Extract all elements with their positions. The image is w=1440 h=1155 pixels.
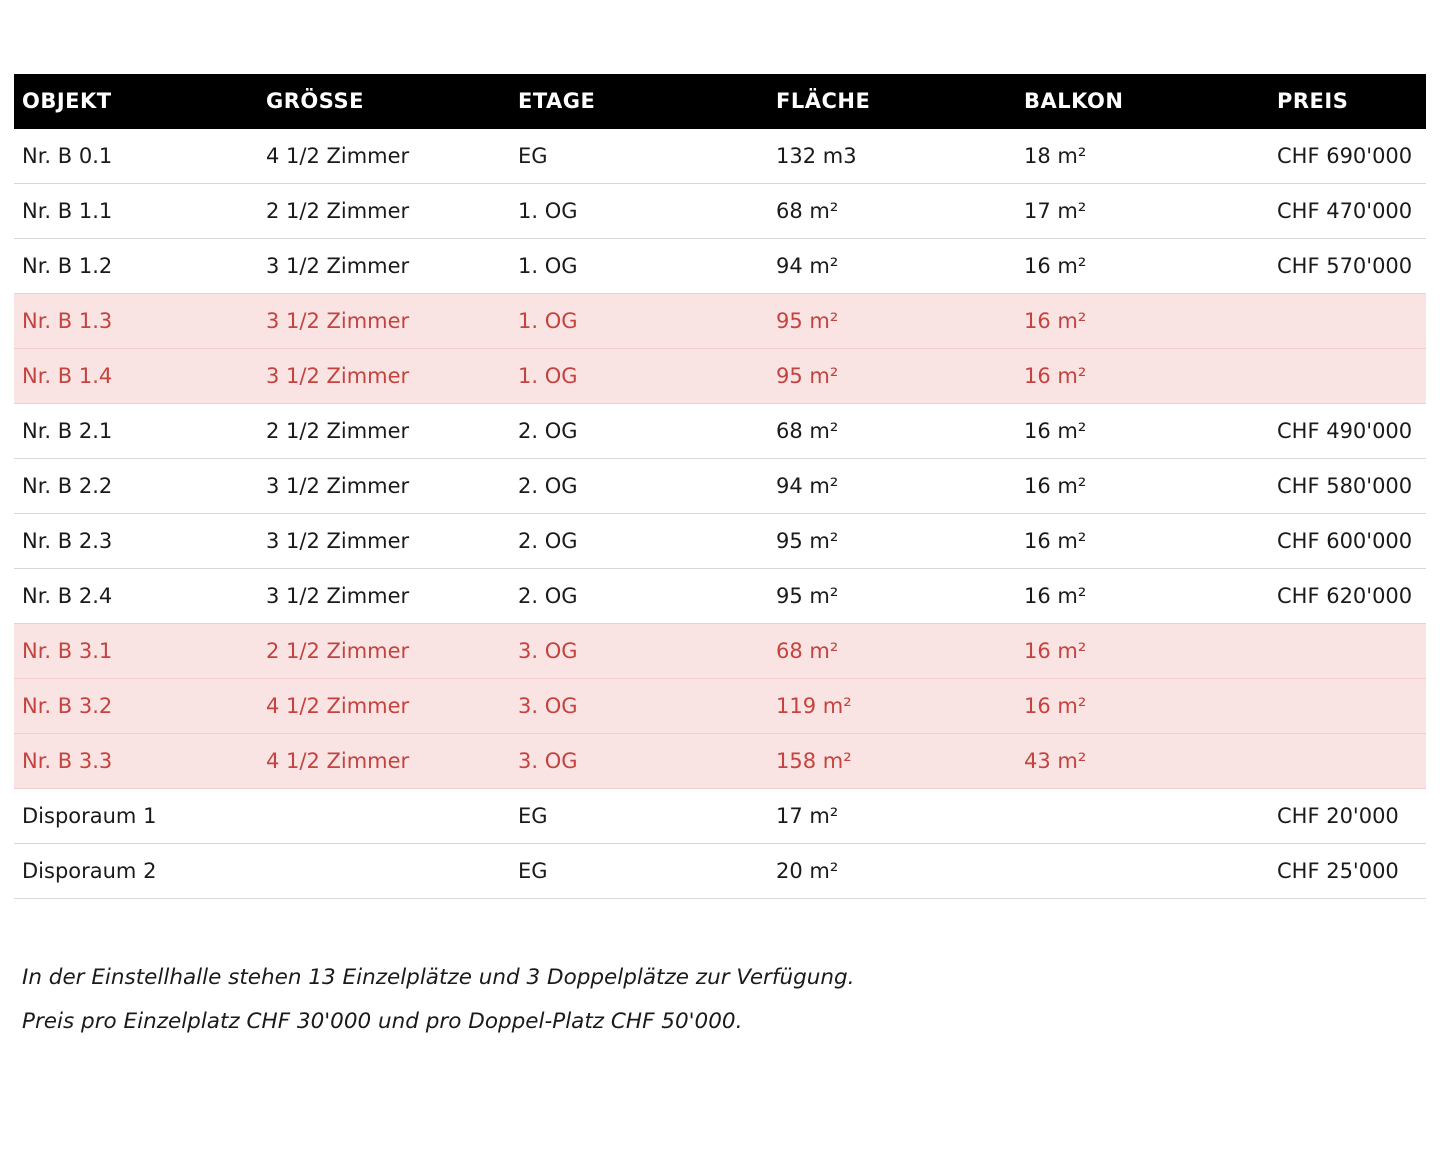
cell-objekt: Nr. B 1.4 xyxy=(14,349,266,404)
cell-flaeche: 158 m² xyxy=(776,734,1024,789)
cell-objekt: Nr. B 2.3 xyxy=(14,514,266,569)
table-row xyxy=(14,184,1426,239)
table-row xyxy=(14,844,1426,899)
cell-objekt: Nr. B 2.4 xyxy=(14,569,266,624)
cell-groesse xyxy=(266,789,518,844)
column-header-preis: PREIS xyxy=(1277,74,1426,129)
price-list-page xyxy=(0,74,1440,1155)
cell-balkon xyxy=(1024,789,1277,844)
table-row xyxy=(14,734,1426,789)
cell-etage: 1. OG xyxy=(518,294,776,349)
cell-groesse: 3 1/2 Zimmer xyxy=(266,514,518,569)
column-header-groesse: GRÖSSE xyxy=(266,74,518,129)
cell-balkon: 16 m² xyxy=(1024,404,1277,459)
cell-objekt: Nr. B 3.2 xyxy=(14,679,266,734)
cell-groesse: 4 1/2 Zimmer xyxy=(266,679,518,734)
cell-groesse: 4 1/2 Zimmer xyxy=(266,734,518,789)
table-row xyxy=(14,459,1426,514)
cell-balkon: 16 m² xyxy=(1024,349,1277,404)
cell-etage: 2. OG xyxy=(518,514,776,569)
table-row xyxy=(14,679,1426,734)
cell-flaeche: 132 m3 xyxy=(776,129,1024,184)
cell-preis: CHF 470'000 xyxy=(1277,184,1426,239)
table-row xyxy=(14,789,1426,844)
table-row xyxy=(14,294,1426,349)
cell-preis: CHF 570'000 xyxy=(1277,239,1426,294)
cell-objekt: Nr. B 3.3 xyxy=(14,734,266,789)
cell-preis: CHF 490'000 xyxy=(1277,404,1426,459)
cell-preis: CHF 620'000 xyxy=(1277,569,1426,624)
table-header xyxy=(14,74,1426,129)
table-row xyxy=(14,514,1426,569)
table-row xyxy=(14,624,1426,679)
cell-flaeche: 68 m² xyxy=(776,404,1024,459)
cell-flaeche: 17 m² xyxy=(776,789,1024,844)
table-row xyxy=(14,239,1426,294)
cell-etage: EG xyxy=(518,844,776,899)
cell-flaeche: 95 m² xyxy=(776,294,1024,349)
cell-flaeche: 95 m² xyxy=(776,569,1024,624)
cell-groesse: 4 1/2 Zimmer xyxy=(266,129,518,184)
cell-balkon xyxy=(1024,844,1277,899)
cell-balkon: 16 m² xyxy=(1024,459,1277,514)
cell-groesse: 2 1/2 Zimmer xyxy=(266,184,518,239)
cell-balkon: 16 m² xyxy=(1024,679,1277,734)
cell-balkon: 16 m² xyxy=(1024,239,1277,294)
column-header-balkon: BALKON xyxy=(1024,74,1277,129)
table-row xyxy=(14,569,1426,624)
cell-objekt: Nr. B 1.2 xyxy=(14,239,266,294)
table-row xyxy=(14,349,1426,404)
cell-balkon: 16 m² xyxy=(1024,294,1277,349)
cell-balkon: 16 m² xyxy=(1024,569,1277,624)
cell-etage: EG xyxy=(518,129,776,184)
cell-flaeche: 95 m² xyxy=(776,514,1024,569)
table-row xyxy=(14,404,1426,459)
cell-preis: CHF 600'000 xyxy=(1277,514,1426,569)
cell-groesse: 3 1/2 Zimmer xyxy=(266,569,518,624)
cell-etage: 3. OG xyxy=(518,624,776,679)
cell-groesse: 3 1/2 Zimmer xyxy=(266,349,518,404)
cell-objekt: Nr. B 1.3 xyxy=(14,294,266,349)
cell-groesse: 3 1/2 Zimmer xyxy=(266,294,518,349)
cell-preis xyxy=(1277,679,1426,734)
cell-balkon: 16 m² xyxy=(1024,514,1277,569)
cell-etage: 2. OG xyxy=(518,569,776,624)
notes-section xyxy=(14,965,1426,1035)
column-header-etage: ETAGE xyxy=(518,74,776,129)
cell-groesse: 3 1/2 Zimmer xyxy=(266,239,518,294)
table-header-row xyxy=(14,74,1426,129)
cell-etage: 3. OG xyxy=(518,679,776,734)
cell-preis: CHF 20'000 xyxy=(1277,789,1426,844)
cell-preis xyxy=(1277,349,1426,404)
cell-flaeche: 68 m² xyxy=(776,624,1024,679)
cell-etage: 2. OG xyxy=(518,404,776,459)
cell-groesse: 2 1/2 Zimmer xyxy=(266,404,518,459)
cell-objekt: Nr. B 3.1 xyxy=(14,624,266,679)
cell-objekt: Nr. B 0.1 xyxy=(14,129,266,184)
cell-preis: CHF 580'000 xyxy=(1277,459,1426,514)
cell-objekt: Nr. B 2.1 xyxy=(14,404,266,459)
cell-etage: 3. OG xyxy=(518,734,776,789)
cell-flaeche: 95 m² xyxy=(776,349,1024,404)
cell-groesse xyxy=(266,844,518,899)
cell-balkon: 17 m² xyxy=(1024,184,1277,239)
cell-preis: CHF 690'000 xyxy=(1277,129,1426,184)
cell-preis xyxy=(1277,624,1426,679)
column-header-objekt: OBJEKT xyxy=(14,74,266,129)
table-row xyxy=(14,129,1426,184)
cell-etage: 1. OG xyxy=(518,349,776,404)
cell-flaeche: 119 m² xyxy=(776,679,1024,734)
cell-preis: CHF 25'000 xyxy=(1277,844,1426,899)
cell-objekt: Nr. B 2.2 xyxy=(14,459,266,514)
cell-groesse: 2 1/2 Zimmer xyxy=(266,624,518,679)
note-parking-availability: In der Einstellhalle stehen 13 Einzelplätze und 3 Doppelplätze zur Verfügung. xyxy=(22,965,855,990)
unit-price-table xyxy=(14,74,1426,899)
note-parking-price: Preis pro Einzelplatz CHF 30'000 und pro Doppel-Platz CHF 50'000. xyxy=(22,1008,743,1034)
cell-objekt: Disporaum 1 xyxy=(14,789,266,844)
cell-etage: EG xyxy=(518,789,776,844)
cell-etage: 1. OG xyxy=(518,184,776,239)
cell-flaeche: 68 m² xyxy=(776,184,1024,239)
cell-flaeche: 94 m² xyxy=(776,239,1024,294)
cell-preis xyxy=(1277,734,1426,789)
cell-etage: 2. OG xyxy=(518,459,776,514)
cell-objekt: Nr. B 1.1 xyxy=(14,184,266,239)
cell-preis xyxy=(1277,294,1426,349)
column-header-flaeche: FLÄCHE xyxy=(776,74,1024,129)
cell-balkon: 16 m² xyxy=(1024,624,1277,679)
cell-groesse: 3 1/2 Zimmer xyxy=(266,459,518,514)
cell-etage: 1. OG xyxy=(518,239,776,294)
cell-flaeche: 20 m² xyxy=(776,844,1024,899)
table-body xyxy=(14,129,1426,899)
cell-flaeche: 94 m² xyxy=(776,459,1024,514)
cell-balkon: 43 m² xyxy=(1024,734,1277,789)
cell-objekt: Disporaum 2 xyxy=(14,844,266,899)
cell-balkon: 18 m² xyxy=(1024,129,1277,184)
